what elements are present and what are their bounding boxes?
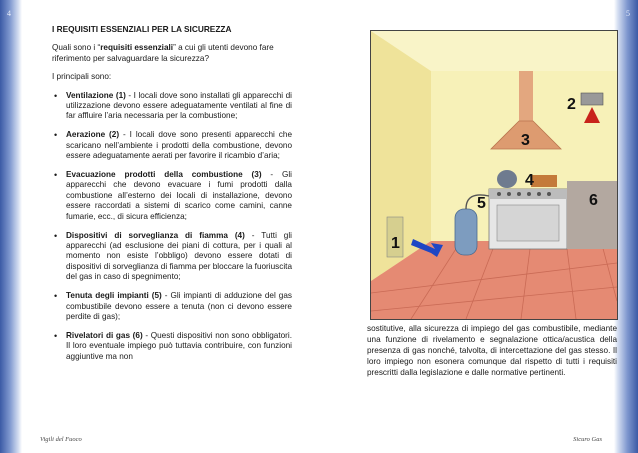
hood-chimney	[519, 71, 533, 123]
oven-door	[497, 205, 559, 241]
left-column	[52, 24, 292, 371]
requirement-text: - Questi dispositivi non sono obbligatori. Il loro eventuale impiego può tuttavia contribuire, con funzioni aggiuntive ma non	[66, 330, 292, 361]
requirement-name: Ventilazione (1)	[66, 90, 126, 100]
requirement-text: - Tutti gli apparecchi (ad esclusione dei piani di cottura, per i quali al momento non esiste l’obbligo) devono essere dotati di dispositivi di sorveglianza di fiamma per bloccare la fuoriuscita del gas in caso di spegnimento;	[66, 230, 292, 282]
footer-left: Vigili del Fuoco	[40, 436, 82, 443]
label-6: 6	[589, 192, 598, 209]
list-intro: I principali sono:	[52, 72, 112, 82]
kitchen-illustration	[370, 30, 618, 320]
requirement-name: Evacuazione prodotti della combustione (3)	[66, 170, 262, 180]
label-4: 4	[525, 172, 534, 189]
list-item	[66, 170, 292, 222]
continuation-paragraph: sostitutive, alla sicurezza di impiego del gas combustibile, mediante una funzione di rivelamento e segnalazione ottica/acustica della presenza di gas nonché, talvolta, di intercettazione del gas stesso. Il loro impiego non esonera comunque dal rispetto di tutti i requisiti prescritti dalla legislazione e dalle normative pertinenti.	[367, 324, 617, 377]
intro-after: ” a cui gli utenti devono fare riferimento per salvaguardare la sicurezza?	[52, 43, 274, 63]
requirement-text: - Gli apparecchi che devono evacuare i fumi prodotti dalla combustione all’esterno dei locali di installazione, devono essere raccordati a sistemi di scarico come camini, canne fumarie, ecc., di sicura efficienza;	[66, 170, 292, 221]
gas-cylinder	[455, 209, 477, 255]
kettle	[497, 170, 517, 188]
kitchen-drawing	[371, 31, 617, 319]
label-3: 3	[521, 132, 530, 149]
page-title: I REQUISITI ESSENZIALI PER LA SICUREZZA	[52, 24, 232, 34]
list-item	[66, 231, 292, 283]
label-5: 5	[477, 195, 486, 212]
requirement-name: Aerazione (2)	[66, 130, 120, 140]
requirement-name: Dispositivi di sorveglianza di fiamma (4)	[66, 230, 245, 240]
requirement-text: - I locali dove sono installati gli apparecchi di utilizzazione devono essere adeguatamente ventilati al fine di far affluire l’aria necessaria per la combustione;	[66, 90, 292, 121]
intro-before: Quali sono i “	[52, 43, 101, 53]
requirement-text: - I locali dove sono presenti apparecchi che scaricano nell’ambiente i prodotti della combustione, devono essere adeguatamente aerati per favorire il ricambio d’aria;	[66, 130, 292, 161]
requirement-name: Rivelatori di gas (6)	[66, 330, 143, 340]
intro-paragraph	[52, 43, 292, 64]
list-item	[66, 291, 292, 322]
list-item	[66, 91, 292, 122]
requirements-list	[52, 91, 292, 362]
requirement-name: Tenuta degli impianti (5)	[66, 291, 162, 301]
intro-bold: requisiti essenziali	[100, 43, 174, 53]
label-2: 2	[567, 96, 576, 113]
cooking-pan	[531, 175, 557, 187]
page-number-left: 4	[7, 9, 11, 18]
label-1: 1	[391, 235, 400, 252]
list-item	[66, 130, 292, 161]
wall-vent	[581, 93, 603, 105]
left-margin-band	[0, 0, 22, 453]
footer-right: Sicuro Gas	[573, 436, 602, 443]
requirement-text: - Gli impianti di adduzione del gas combustibile devono essere a tenuta (non ci devono essere perdite di gas);	[66, 291, 293, 321]
page-number-right: 5	[626, 9, 630, 18]
list-item	[66, 331, 292, 362]
